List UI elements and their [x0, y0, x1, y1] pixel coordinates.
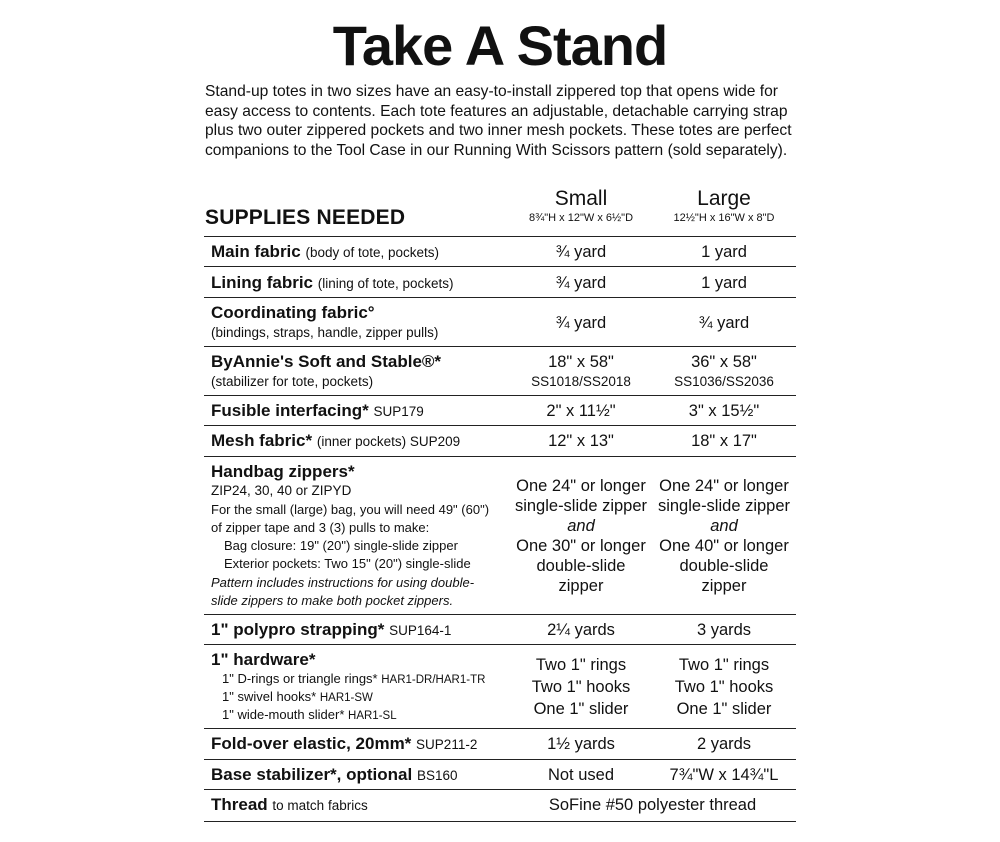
value-large: 2 yards: [696, 735, 752, 753]
value-small: Not used: [547, 766, 615, 784]
hardware-large-line-1: Two 1" rings: [678, 656, 770, 674]
hardware-item-2: 1" swivel hooks* HAR1-SW: [222, 689, 373, 704]
column-name-large: Large: [697, 187, 751, 210]
row-label: Mesh fabric* (inner pockets) SUP209: [211, 431, 461, 450]
row-lining-fabric: [204, 266, 796, 298]
row-note: (bindings, straps, handle, zipper pulls): [211, 325, 439, 340]
zipper-small-line-3: and: [567, 517, 595, 535]
zipper-desc-2: of zipper tape and 3 (3) pulls to make:: [211, 520, 430, 535]
zipper-small-line-2: single-slide zipper: [514, 497, 648, 515]
value-small: ¾ yard: [555, 274, 607, 292]
value-large: 1 yard: [701, 243, 747, 261]
row-label: 1" hardware*: [211, 650, 316, 669]
value-small: 12" x 13": [548, 432, 614, 450]
row-label: Coordinating fabric°: [211, 303, 375, 322]
zipper-desc-6: slide zippers to make both pocket zippers.: [211, 593, 454, 608]
row-hardware: [204, 644, 796, 729]
row-label: ByAnnie's Soft and Stable®*: [211, 352, 442, 371]
hardware-small-line-1: Two 1" rings: [535, 656, 627, 674]
zipper-desc-4: Exterior pockets: Two 15" (20") single-slide: [224, 556, 471, 571]
value-large: 36" x 58": [691, 353, 757, 371]
zipper-small-line-5: double-slide: [536, 557, 626, 575]
zipper-desc-3: Bag closure: 19" (20") single-slide zipper: [224, 538, 458, 553]
row-soft-and-stable: [204, 346, 796, 396]
zipper-large-line-5: double-slide: [679, 557, 769, 575]
row-label: Fold-over elastic, 20mm* SUP211-2: [211, 734, 478, 753]
zipper-small-line-1: One 24" or longer: [516, 477, 646, 495]
hardware-large-line-2: Two 1" hooks: [674, 678, 774, 696]
intro-paragraph: Stand-up totes in two sizes have an easy-to-install zippered top that opens wide for easy access to contents. Each tote features an adjustable, detachable carrying strap plus two outer zippered pockets and two inner mesh pockets. These totes are perfect companions to the Tool Case in our Running With Scissors pattern (sold separately).: [205, 83, 792, 159]
code-small: SS1018/SS2018: [531, 374, 631, 389]
column-header-small: [506, 187, 656, 225]
zipper-large-line-6: zipper: [701, 577, 747, 595]
column-dims-large: 12½"H x 16"W x 8"D: [673, 212, 775, 224]
value-small: ¾ yard: [555, 243, 607, 261]
row-polypro-strapping: [204, 614, 796, 645]
hardware-item-1: 1" D-rings or triangle rings* HAR1-DR/HAR1-TR: [222, 671, 486, 686]
row-handbag-zippers: [204, 456, 796, 615]
row-label: Handbag zippers*: [211, 462, 355, 481]
row-thread: [204, 789, 796, 822]
row-main-fabric: [204, 236, 796, 267]
column-name-small: Small: [554, 187, 608, 210]
value-large: 18" x 17": [691, 432, 757, 450]
value-small: 18" x 58": [548, 353, 614, 371]
value-large: 7¾"W x 14¾"L: [669, 766, 779, 784]
row-label: Thread to match fabrics: [211, 795, 368, 814]
zipper-desc-1: For the small (large) bag, you will need 49" (60"): [211, 502, 490, 517]
hardware-small-line-2: Two 1" hooks: [531, 678, 631, 696]
code-large: SS1036/SS2036: [674, 374, 774, 389]
row-label: Base stabilizer*, optional BS160: [211, 765, 458, 784]
row-label: Main fabric (body of tote, pockets): [211, 242, 440, 261]
column-dims-small: 8¾"H x 12"W x 6½"D: [528, 212, 634, 224]
zipper-small-line-4: One 30" or longer: [516, 537, 646, 555]
hardware-item-3: 1" wide-mouth slider* HAR1-SL: [222, 707, 397, 722]
zipper-codes: ZIP24, 30, 40 or ZIPYD: [211, 483, 352, 498]
zipper-small-line-6: zipper: [558, 577, 604, 595]
zipper-large-line-3: and: [710, 517, 738, 535]
row-base-stabilizer: [204, 759, 796, 790]
column-header-large: [649, 187, 799, 225]
value-large: 3 yards: [696, 621, 752, 639]
row-coordinating-fabric: [204, 297, 796, 347]
hardware-large-line-3: One 1" slider: [676, 700, 772, 718]
value-large: 1 yard: [701, 274, 747, 292]
zipper-large-line-4: One 40" or longer: [659, 537, 789, 555]
row-fusible-interfacing: [204, 395, 796, 426]
row-label: Fusible interfacing* SUP179: [211, 401, 424, 420]
value-large: 3" x 15½": [688, 402, 760, 420]
value-large: ¾ yard: [698, 314, 750, 332]
zipper-large-line-1: One 24" or longer: [659, 477, 789, 495]
row-note: (stabilizer for tote, pockets): [211, 374, 374, 389]
row-label: Lining fabric (lining of tote, pockets): [211, 273, 454, 292]
zipper-desc-5: Pattern includes instructions for using double-: [211, 575, 475, 590]
value-small: 2¼ yards: [547, 621, 615, 639]
hardware-small-line-3: One 1" slider: [533, 700, 629, 718]
zipper-large-line-2: single-slide zipper: [657, 497, 791, 515]
row-fold-over-elastic: [204, 728, 796, 760]
row-mesh-fabric: [204, 425, 796, 457]
value-small: 1½ yards: [547, 735, 615, 753]
row-label: 1" polypro strapping* SUP164-1: [211, 620, 452, 639]
value-small: ¾ yard: [555, 314, 607, 332]
supplies-heading: SUPPLIES NEEDED: [205, 206, 406, 229]
page-title: Take A Stand: [332, 14, 668, 77]
value-both: SoFine #50 polyester thread: [548, 796, 757, 814]
value-small: 2" x 11½": [546, 402, 616, 420]
